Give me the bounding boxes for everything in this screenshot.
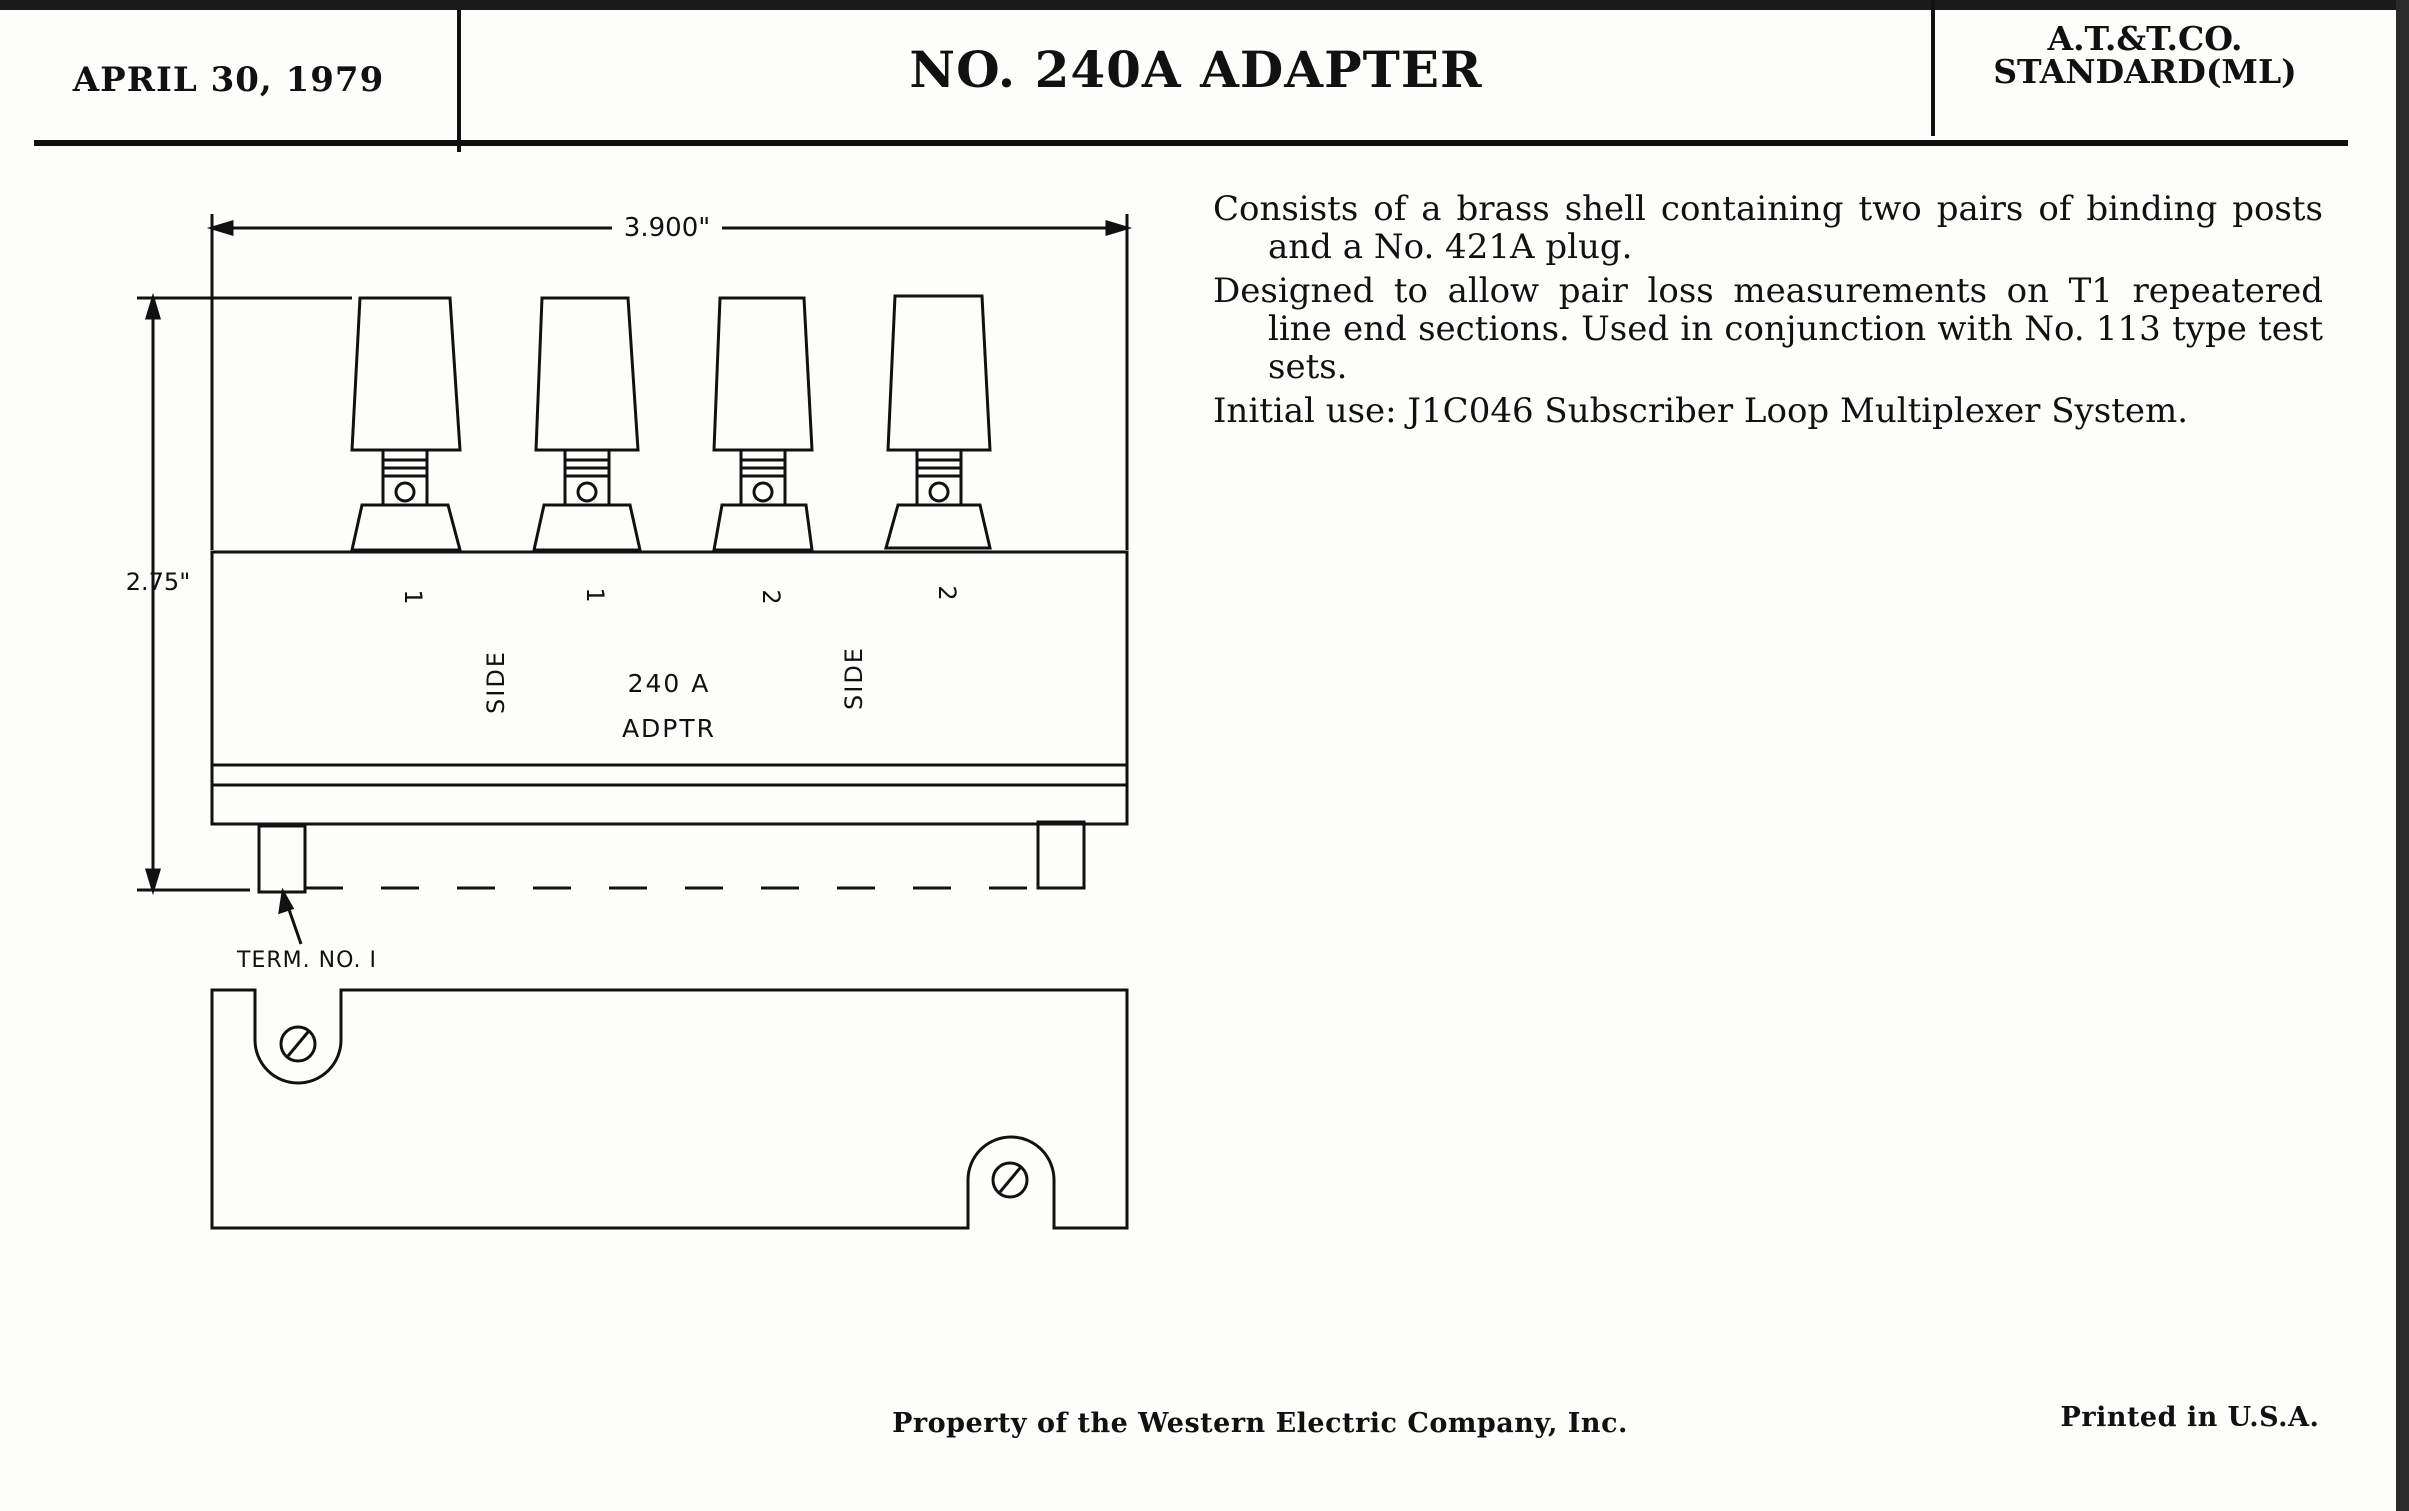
binding-post-2 <box>534 298 640 550</box>
term-pointer-arrow <box>280 892 292 912</box>
binding-post-1 <box>352 298 460 550</box>
model-label: 240 A <box>627 669 711 698</box>
terminal-pin-2 <box>1038 822 1084 888</box>
property-notice: Property of the Western Electric Company, Inc. <box>892 1408 1628 1439</box>
height-arrow-top <box>147 298 159 318</box>
height-arrow-bottom <box>147 870 159 890</box>
width-arrow-left <box>212 222 232 234</box>
post-label-4: 2 <box>933 585 961 601</box>
printed-notice: Printed in U.S.A. <box>2060 1402 2320 1433</box>
standard-line-2: STANDARD(ML) <box>1993 52 2297 91</box>
height-dimension-label: 2.75" <box>125 568 191 596</box>
width-arrow-right <box>1107 222 1127 234</box>
bottom-view <box>212 990 1127 1228</box>
page-title: NO. 240A ADAPTER <box>909 40 1483 99</box>
binding-post-4 <box>886 296 990 548</box>
terminal-pin-1 <box>259 826 305 892</box>
description-paragraph-2: Designed to allow pair loss measurements on T1 repeatered line end sections. Used in conjunction with No. 113 type test sets. <box>1213 271 2323 387</box>
description-paragraph-1: Consists of a brass shell containing two pairs of binding posts and a No. 421A plug. <box>1213 189 2323 267</box>
terminal-label: TERM. NO. I <box>237 948 377 973</box>
width-dimension-label: 3.900" <box>623 213 711 243</box>
side-label-1: SIDE <box>482 650 510 714</box>
description-paragraph-3: Initial use: J1C046 Subscriber Loop Multiplexer System. <box>1213 391 2189 431</box>
post-label-2: 1 <box>581 587 609 603</box>
post-label-3: 2 <box>757 589 785 605</box>
side-label-2: SIDE <box>840 646 868 710</box>
issue-date: APRIL 30, 1979 <box>72 60 385 100</box>
model-sub-label: ADPTR <box>621 714 717 743</box>
post-label-1: 1 <box>399 589 427 605</box>
standard-line-1: A.T.&T.CO. <box>2047 19 2243 58</box>
binding-post-3 <box>714 298 812 550</box>
